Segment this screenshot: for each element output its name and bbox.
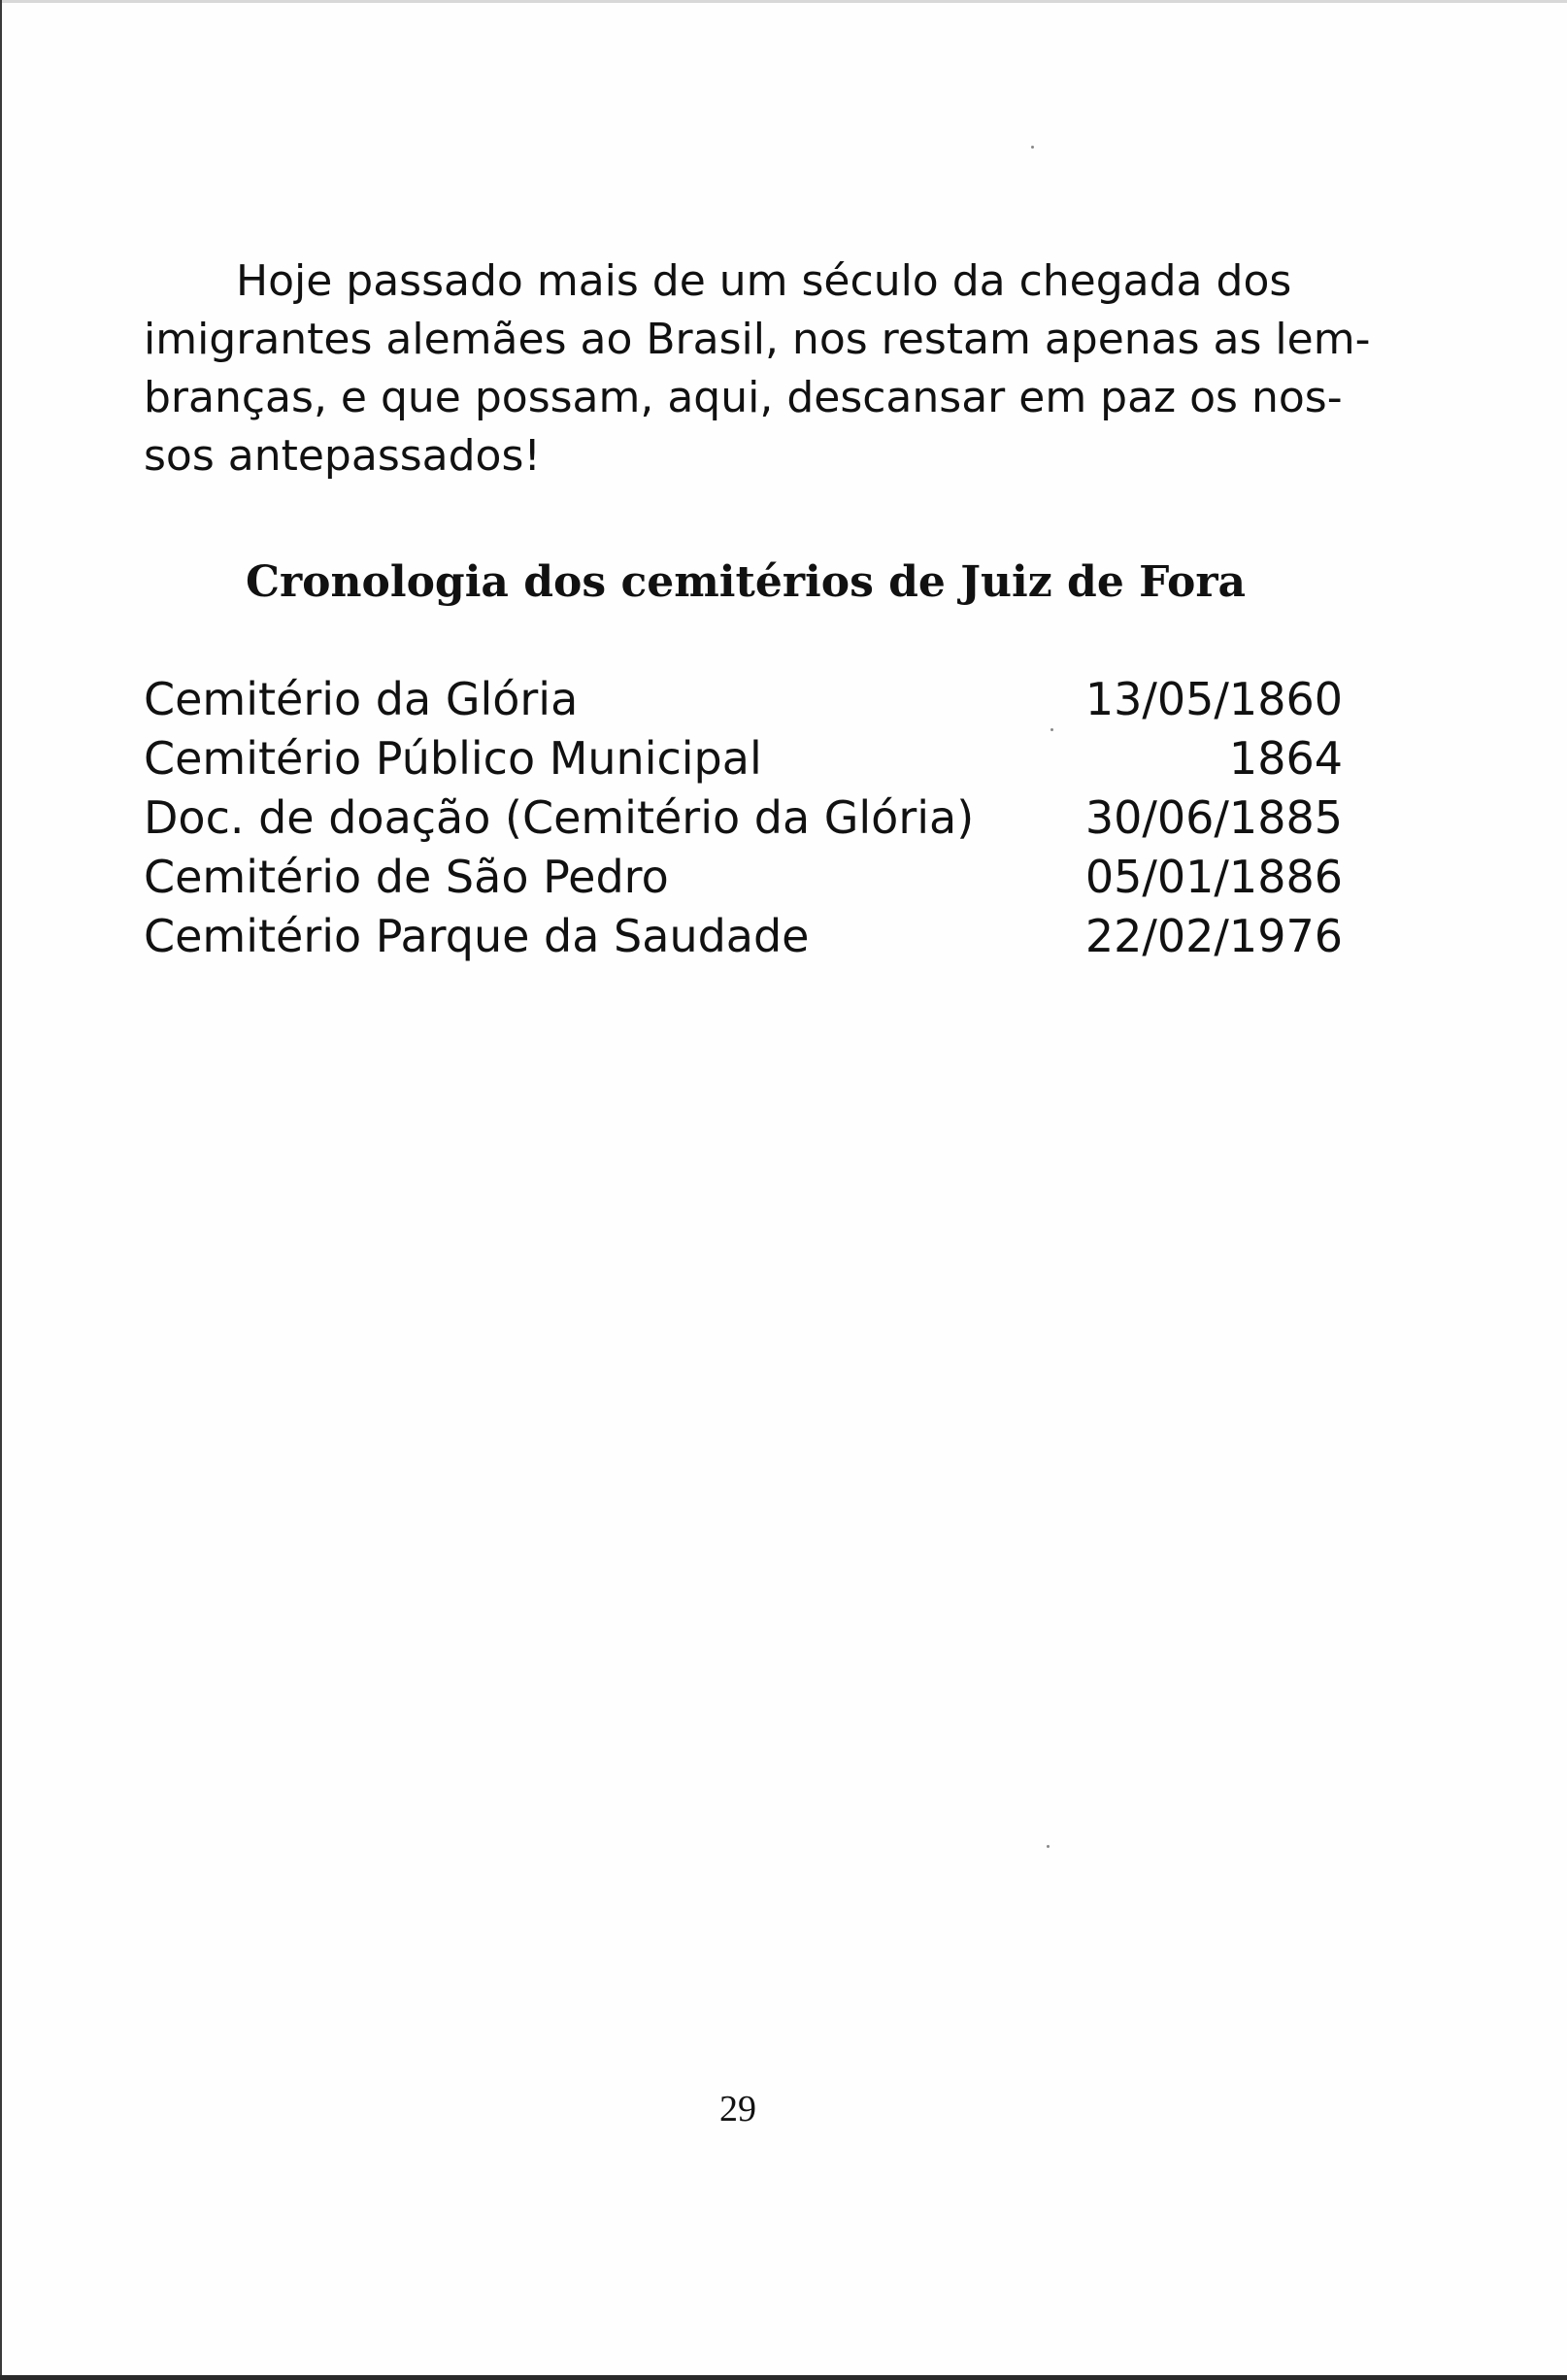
scan-speck [1031, 146, 1034, 149]
cemetery-name: Cemitério da Glória [144, 673, 579, 725]
chronology-row [144, 907, 1343, 966]
chronology-row [144, 848, 1343, 907]
scan-top-edge [0, 0, 1567, 3]
paragraph-line: branças, e que possam, aqui, descansar em paz os nos- [144, 373, 1343, 422]
cemetery-name: Cemitério de São Pedro [144, 851, 669, 903]
chronology-list [144, 670, 1343, 966]
chronology-row [144, 788, 1343, 848]
paragraph-line: sos antepassados! [144, 431, 542, 481]
cemetery-name: Cemitério Público Municipal [144, 732, 762, 785]
scan-speck [1047, 1845, 1050, 1848]
page-number: 29 [719, 2089, 756, 2129]
cemetery-name: Cemitério Parque da Saudade [144, 910, 810, 962]
paragraph-line: Hoje passado mais de um século da chegada dos [236, 256, 1292, 306]
cemetery-date: 22/02/1976 [1084, 910, 1343, 962]
chronology-row [144, 670, 1343, 729]
chronology-row [144, 729, 1343, 788]
cemetery-name: Doc. de doação (Cemitério da Glória) [144, 791, 975, 844]
paragraph-line: imigrantes alemães ao Brasil, nos restam apenas as lem- [144, 315, 1371, 364]
scan-left-edge [0, 0, 2, 2380]
cemetery-date: 30/06/1885 [1084, 791, 1343, 844]
cemetery-date: 1864 [1228, 732, 1343, 785]
scan-bottom-edge [0, 2375, 1567, 2380]
section-heading: Cronologia dos cemitérios de Juiz de Fora [245, 557, 1247, 607]
body-paragraph [144, 252, 1371, 486]
cemetery-date: 13/05/1860 [1084, 673, 1343, 725]
cemetery-date: 05/01/1886 [1084, 851, 1343, 903]
